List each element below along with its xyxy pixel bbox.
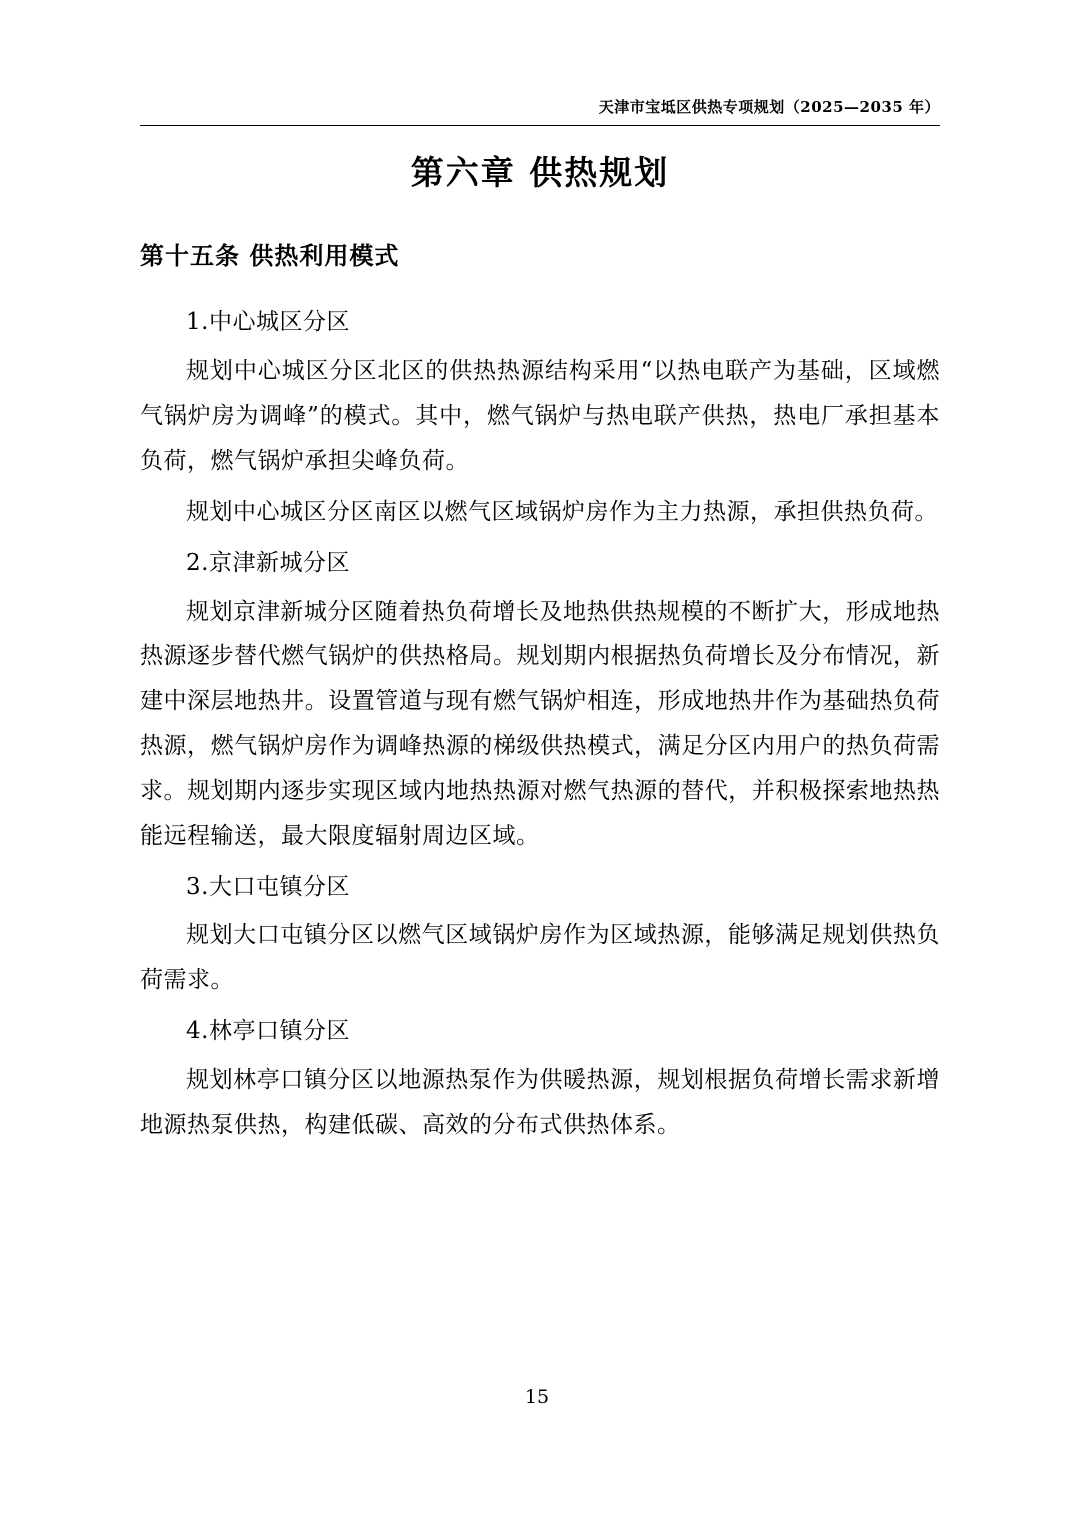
paragraph-body-1: 规划中心城区分区北区的供热热源结构采用“以热电联产为基础，区域燃气锅炉房为调峰”的模式。其中，燃气锅炉与热电联产供热，热电厂承担基本负荷，燃气锅炉承担尖峰负荷。 bbox=[140, 358, 940, 475]
page-content bbox=[140, 96, 940, 1154]
paragraph-item-4: 4.林亭口镇分区 bbox=[186, 1018, 350, 1045]
page-number: 15 bbox=[524, 1386, 550, 1408]
running-header: 天津市宝坻区供热专项规划（2025—2035 年） bbox=[598, 98, 940, 116]
paragraph-body-2: 规划中心城区分区南区以燃气区域锅炉房作为主力热源，承担供热负荷。 bbox=[186, 498, 938, 525]
paragraph-body-3: 规划京津新城分区随着热负荷增长及地热供热规模的不断扩大，形成地热热源逐步替代燃气锅炉的供热格局。规划期内根据热负荷增长及分布情况，新建中深层地热井。设置管道与现有燃气锅炉相连，形成地热井作为基础热负荷热源，燃气锅炉房作为调峰热源的梯级供热模式，满足分区内用户的热负荷需求。规划期内逐步实现区域内地热热源对燃气热源的替代，并积极探索地热热能远程输送，最大限度辐射周边区域。 bbox=[140, 598, 940, 849]
paragraph-item-3: 3.大口屯镇分区 bbox=[186, 873, 350, 900]
paragraph-item-1: 1.中心城区分区 bbox=[186, 309, 350, 336]
section-heading: 第十五条 供热利用模式 bbox=[140, 240, 400, 270]
paragraph-body-5: 规划林亭口镇分区以地源热泵作为供暖热源，规划根据负荷增长需求新增地源热泵供热，构建低碳、高效的分布式供热体系。 bbox=[140, 1066, 940, 1138]
chapter-title: 第六章 供热规划 bbox=[410, 153, 670, 192]
paragraph-item-2: 2.京津新城分区 bbox=[186, 549, 350, 576]
header-divider bbox=[140, 125, 940, 126]
paragraph-body-4: 规划大口屯镇分区以燃气区域锅炉房作为区域热源，能够满足规划供热负荷需求。 bbox=[140, 922, 940, 994]
